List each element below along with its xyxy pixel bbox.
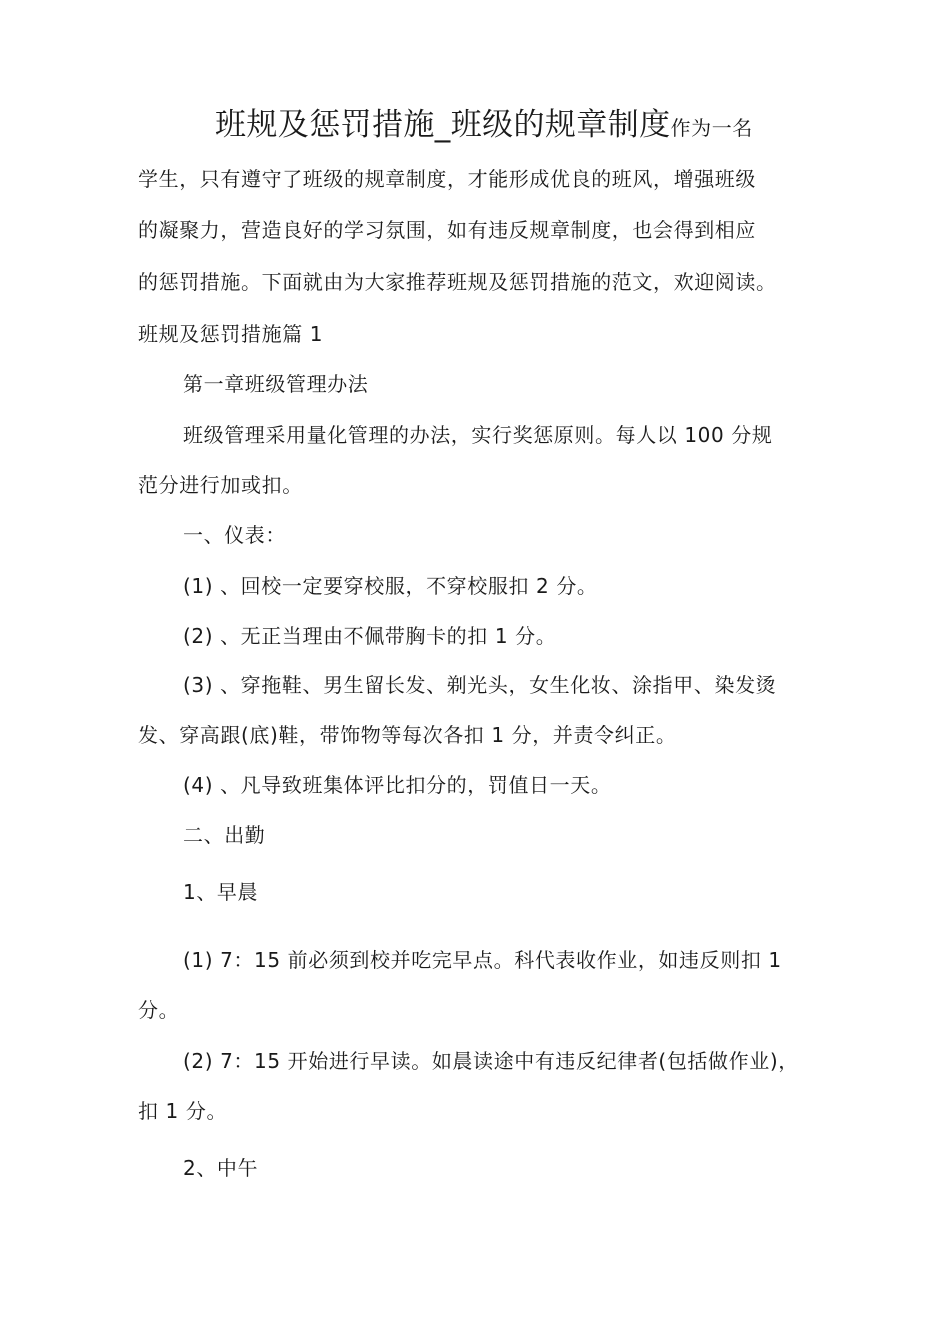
document-title-line bbox=[215, 103, 825, 150]
management-paragraph-line-2: 范分进行加或扣。 bbox=[138, 473, 303, 497]
morning-rule-2-line-2: 扣 1 分。 bbox=[138, 1099, 228, 1123]
intro-line-2: 的凝聚力，营造良好的学习氛围，如有违反规章制度，也会得到相应 bbox=[138, 218, 756, 242]
appearance-rule-4: (4) 、凡导致班集体评比扣分的，罚值日一天。 bbox=[183, 773, 612, 797]
appearance-rule-3-line-1: (3) 、穿拖鞋、男生留长发、剃光头，女生化妆、涂指甲、染发烫 bbox=[183, 673, 777, 697]
appearance-rule-2: (2) 、无正当理由不佩带胸卡的扣 1 分。 bbox=[183, 624, 557, 648]
heading-attendance: 二、出勤 bbox=[183, 823, 266, 847]
section-heading: 班规及惩罚措施篇 1 bbox=[138, 322, 324, 346]
appearance-rule-1: (1) 、回校一定要穿校服，不穿校服扣 2 分。 bbox=[183, 574, 598, 598]
intro-line-1: 学生，只有遵守了班级的规章制度，才能形成优良的班风，增强班级 bbox=[138, 167, 756, 191]
subheading-morning: 1、早晨 bbox=[183, 880, 259, 904]
morning-rule-1-line-2: 分。 bbox=[138, 998, 180, 1022]
appearance-rule-3-line-2: 发、穿高跟(底)鞋，带饰物等每次各扣 1 分，并责令纠正。 bbox=[138, 723, 677, 747]
intro-line-3: 的惩罚措施。下面就由为大家推荐班规及惩罚措施的范文，欢迎阅读。 bbox=[138, 270, 777, 294]
document-title-tail: 作为一名 bbox=[670, 116, 753, 140]
morning-rule-2-line-1: (2) 7：15 开始进行早读。如晨读途中有违反纪律者(包括做作业)， bbox=[183, 1049, 799, 1073]
management-paragraph-line-1: 班级管理采用量化管理的办法，实行奖惩原则。每人以 100 分规 bbox=[183, 423, 773, 447]
morning-rule-1-line-1: (1) 7：15 前必须到校并吃完早点。科代表收作业，如违反则扣 1 bbox=[183, 948, 782, 972]
heading-appearance: 一、仪表： bbox=[183, 523, 286, 547]
chapter-heading: 第一章班级管理办法 bbox=[183, 372, 369, 396]
subheading-noon: 2、中午 bbox=[183, 1156, 259, 1180]
document-title: 班规及惩罚措施_班级的规章制度 bbox=[215, 107, 671, 143]
